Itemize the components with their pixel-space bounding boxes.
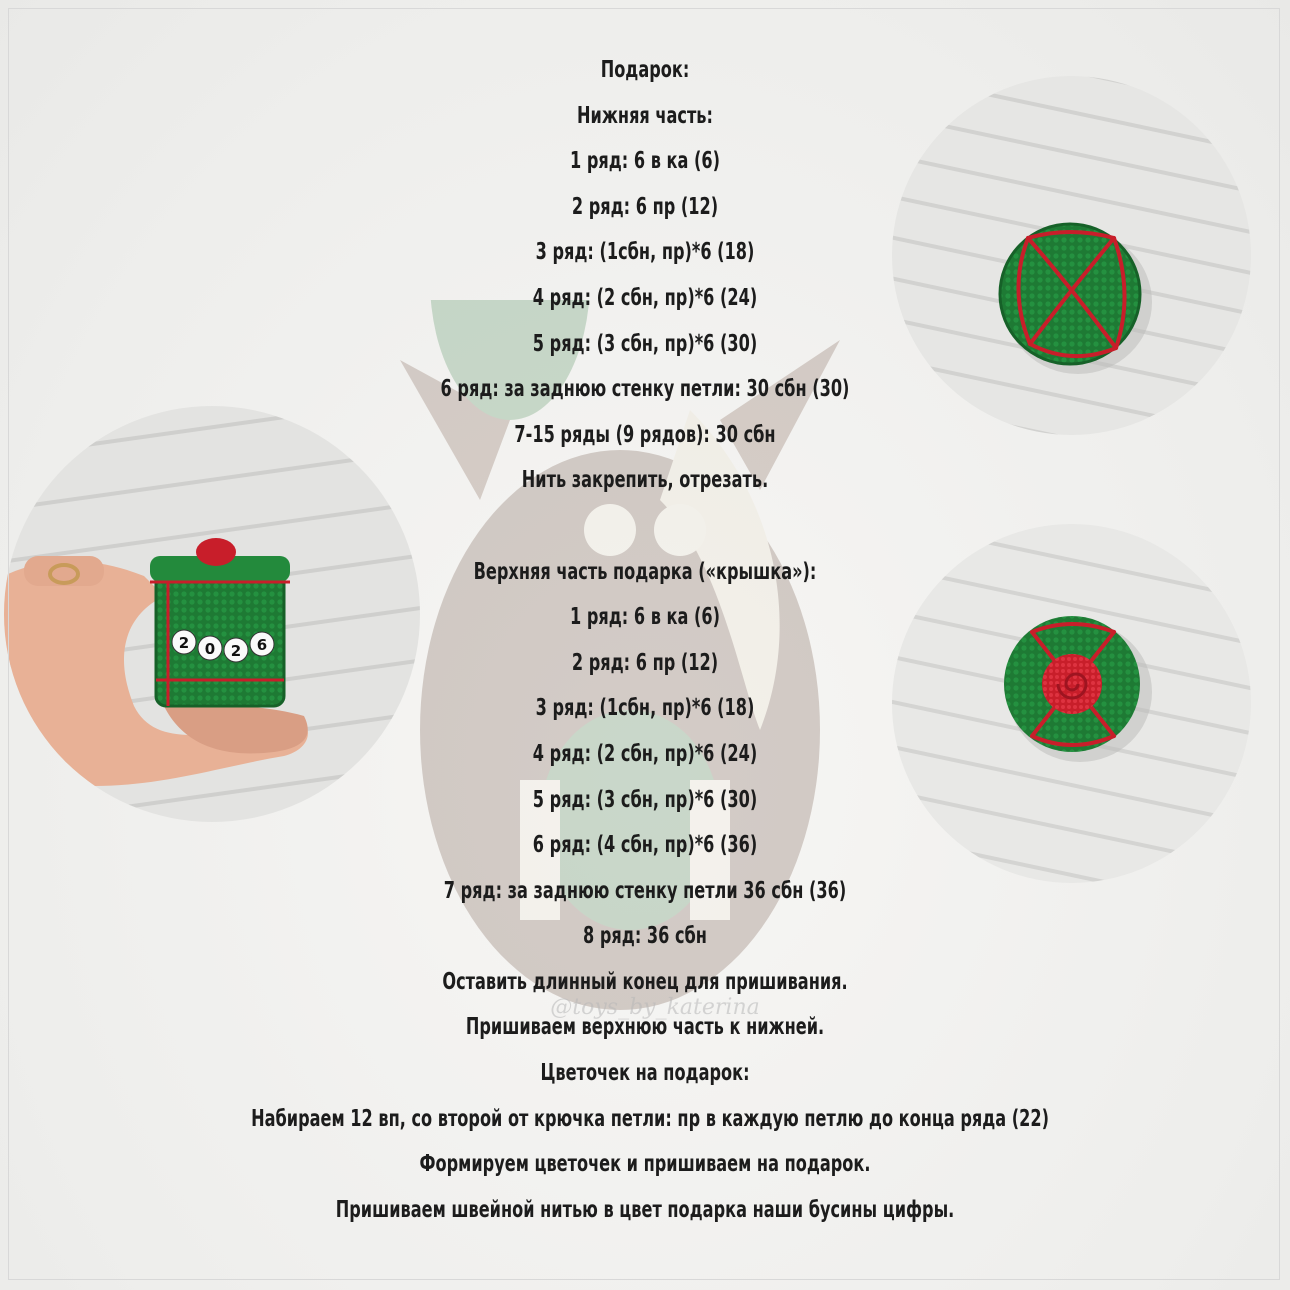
pattern-line: 8 ряд: 36 сбн (583, 923, 707, 950)
pattern-line: Нить закрепить, отрезать. (521, 467, 769, 494)
pattern-line: Набираем 12 вп, со второй от крючка петли: пр в каждую петлю до конца ряда (22) (251, 1105, 1050, 1132)
bead-label: 2 (230, 642, 242, 660)
pattern-line: 7-15 ряды (9 рядов): 30 сбн (514, 421, 776, 448)
pattern-line: 7 ряд: за заднюю стенку петли 36 сбн (36) (443, 877, 847, 904)
pattern-line: 5 ряд: (3 сбн, пр)*6 (30) (532, 786, 758, 813)
pattern-line: 4 ряд: (2 сбн, пр)*6 (24) (532, 284, 758, 311)
pattern-line: 2 ряд: 6 пр (12) (571, 649, 719, 676)
pattern-line: 1 ряд: 6 в ка (6) (569, 148, 720, 175)
pattern-line: Формируем цветочек и пришиваем на подарок. (419, 1151, 871, 1178)
pattern-line: Подарок: (600, 57, 690, 83)
pattern-line: 4 ряд: (2 сбн, пр)*6 (24) (532, 740, 758, 767)
pattern-line: Верхняя часть подарка («крышка»): (473, 558, 817, 585)
pattern-line: 6 ряд: за заднюю стенку петли: 30 сбн (30) (440, 376, 850, 403)
bead-label: 0 (204, 640, 216, 658)
pattern-line: Пришиваем швейной нитью в цвет подарка наши бусины цифры. (335, 1196, 955, 1223)
pattern-line: 3 ряд: (1сбн, пр)*6 (18) (535, 239, 755, 266)
watermark: @toys_by_katerina (550, 995, 760, 1020)
pattern-line: Оставить длинный конец для пришивания. (442, 968, 848, 995)
spacer (140, 504, 1150, 550)
pattern-line: 6 ряд: (4 сбн, пр)*6 (36) (532, 832, 758, 859)
pattern-line: Пришиваем верхнюю часть к нижней. (465, 1014, 825, 1041)
pattern-text (140, 48, 1150, 1233)
bead-label: 6 (256, 636, 268, 654)
pattern-line: Цветочек на подарок: (540, 1060, 750, 1087)
bead-label: 2 (178, 634, 190, 652)
pattern-line: 5 ряд: (3 сбн, пр)*6 (30) (532, 330, 758, 357)
pattern-line: 2 ряд: 6 пр (12) (571, 193, 719, 220)
pattern-line: Нижняя часть: (577, 102, 713, 129)
pattern-line: 3 ряд: (1сбн, пр)*6 (18) (535, 695, 755, 722)
pattern-line: 1 ряд: 6 в ка (6) (569, 604, 720, 631)
